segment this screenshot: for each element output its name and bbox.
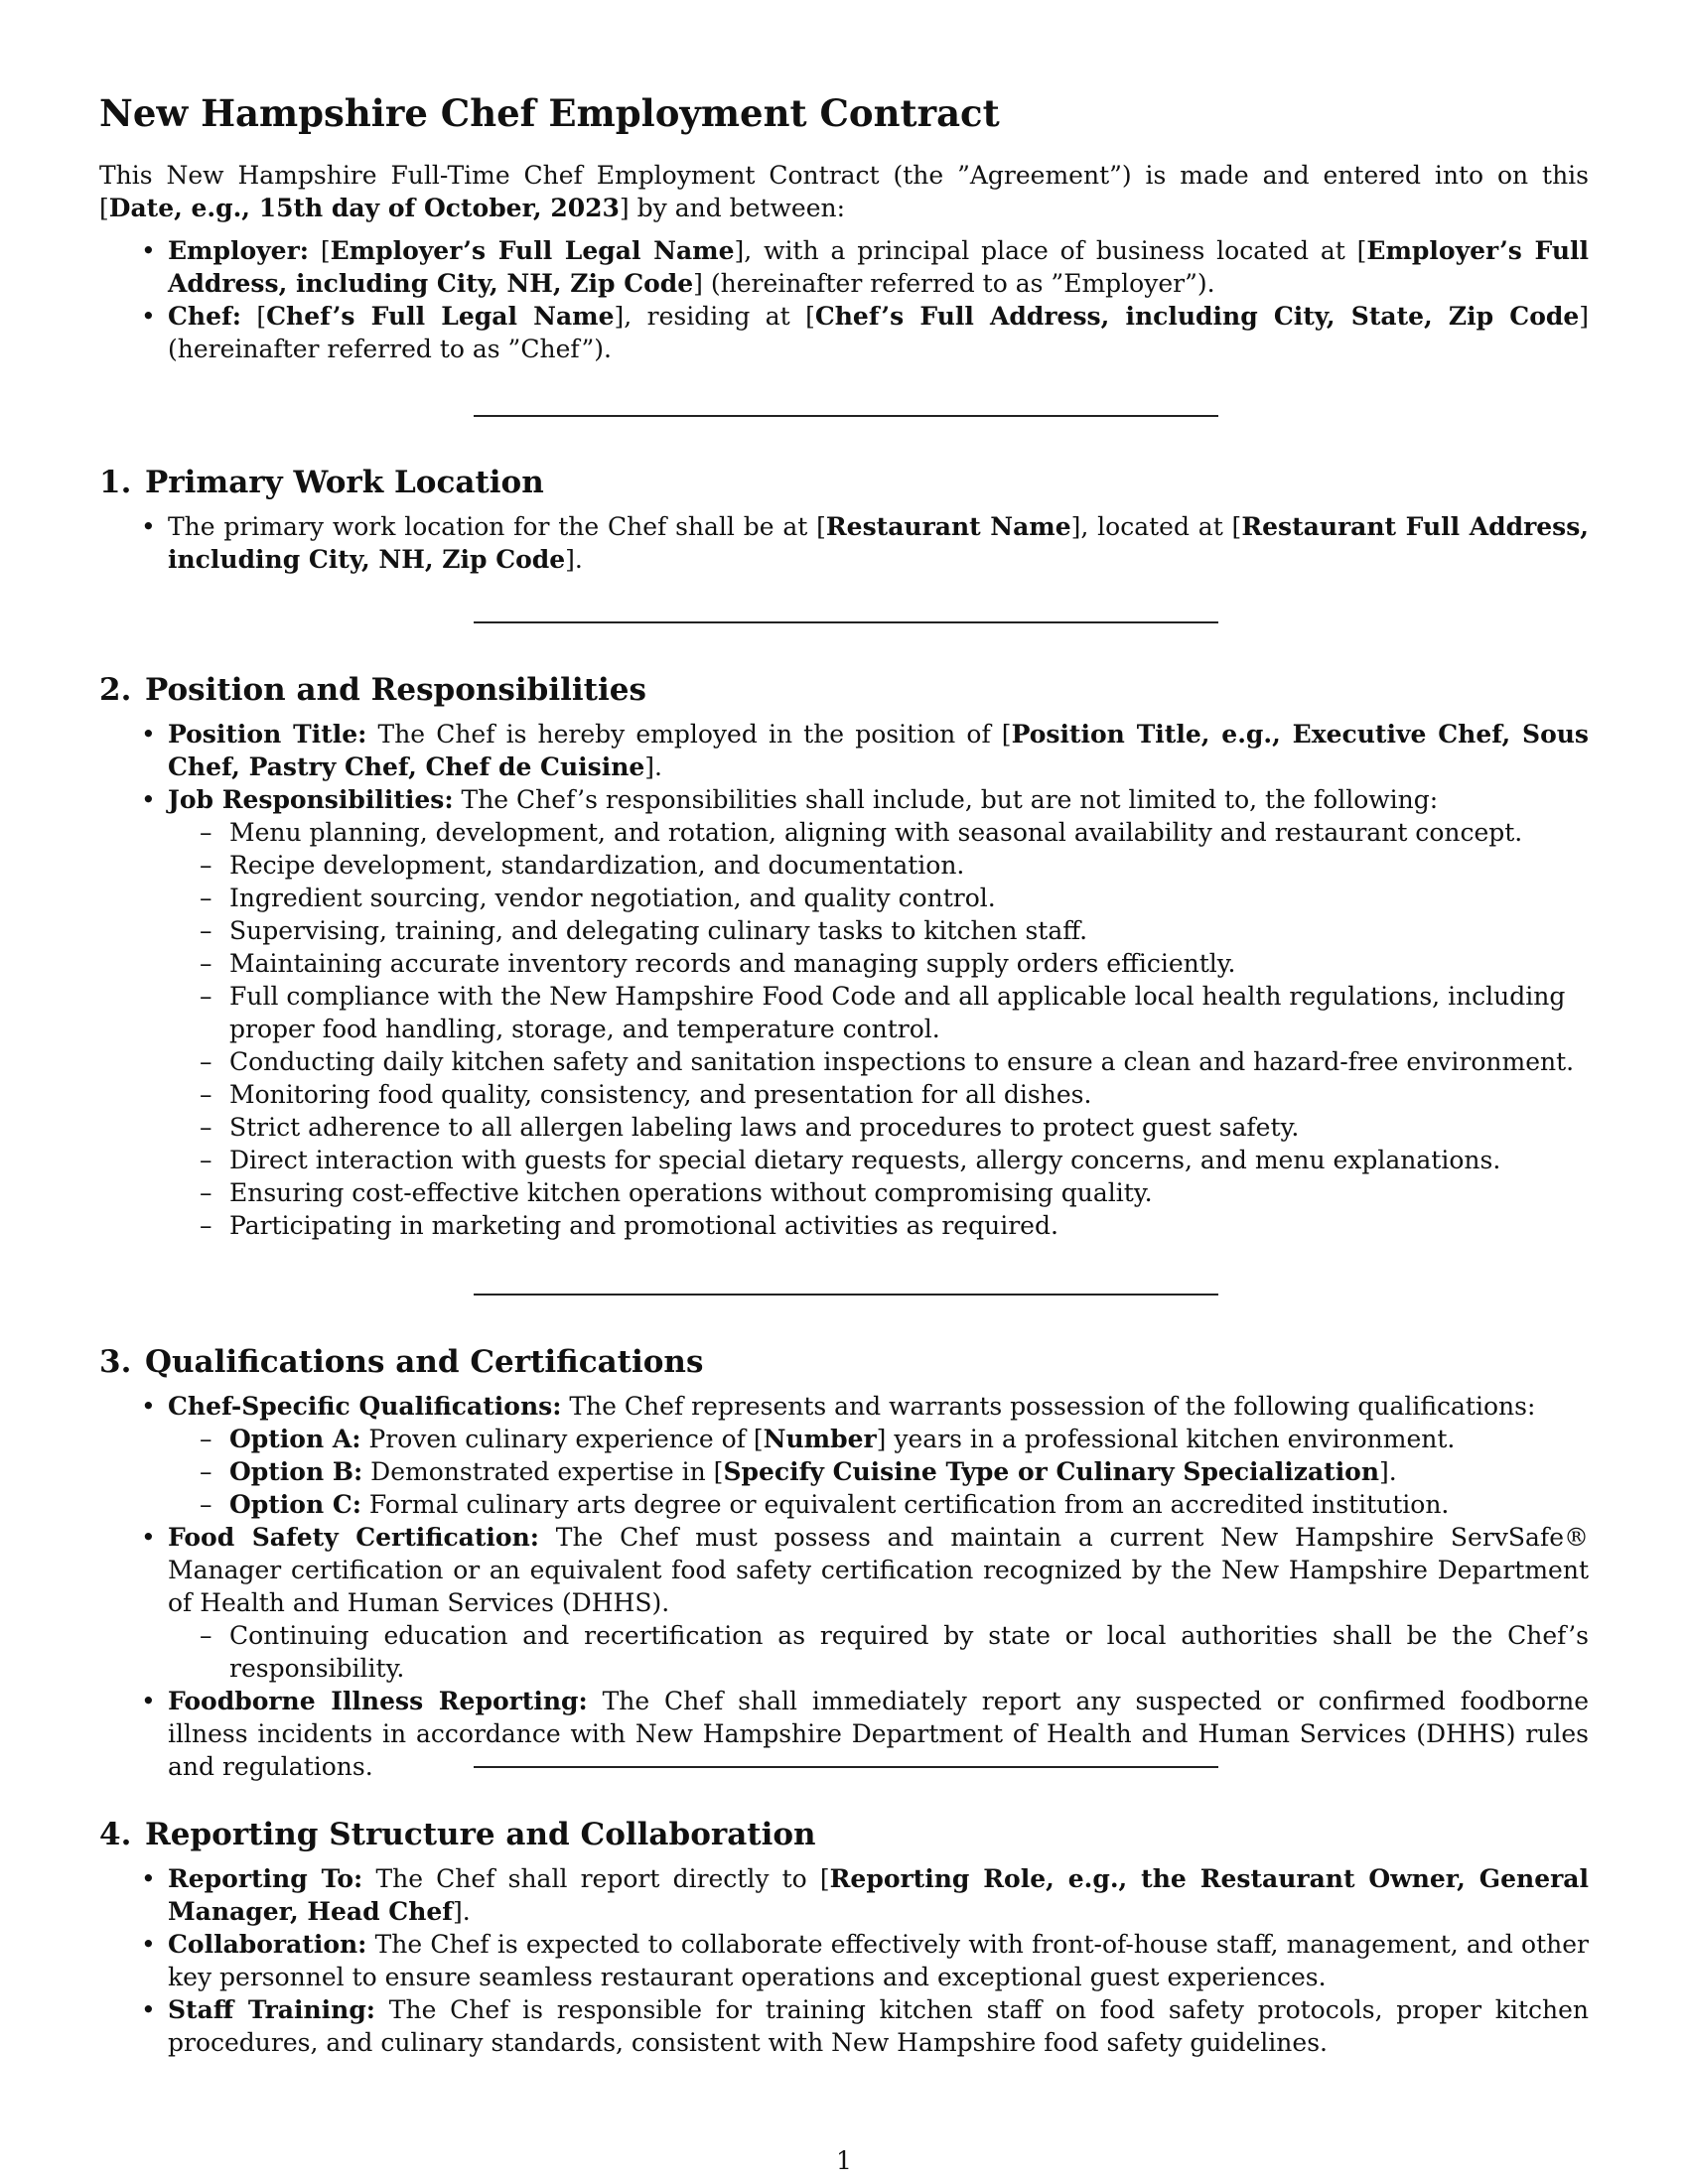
section-qualifications: [99, 1342, 1589, 1783]
list-item: – Continuing education and recertification as required by state or local authorities shall be the Chef’s responsibility.: [168, 1619, 1589, 1685]
list-item-option-a: – Option A: Proven culinary experience of [Number] years in a professional kitchen environment.: [168, 1423, 1589, 1455]
list-item-reporting-to: • Reporting To: The Chef shall report directly to [Reporting Role, e.g., the Restaurant Owner, General Manager, Head Chef].: [99, 1862, 1589, 1928]
divider-rule: [474, 1294, 1218, 1296]
cuisine-placeholder: Specify Cuisine Type or Culinary Specialization: [723, 1457, 1380, 1486]
list-item: – Direct interaction with guests for special dietary requests, allergy concerns, and menu explanations.: [168, 1144, 1589, 1176]
list-item: – Supervising, training, and delegating culinary tasks to kitchen staff.: [168, 914, 1589, 947]
list-item: – Participating in marketing and promotional activities as required.: [168, 1209, 1589, 1242]
employer-address-placeholder: Employer’s Full Address, including City, NH, Zip Code: [168, 236, 1589, 298]
employer-name-placeholder: Employer’s Full Legal Name: [330, 236, 735, 265]
list-item: – Ingredient sourcing, vendor negotiation, and quality control.: [168, 882, 1589, 914]
list-item-qualifications: • Chef-Specific Qualifications: The Chef represents and warrants possession of the following qualifications: – Option A: Proven culinary experience of [Number] years in a professional kitchen environment. – Option B: Demonstrated expertise in [Specify Cuisine Type or Culinary Specialization]. – Option C: Formal culinary arts degree or equivalent certification from an accredited institution.: [99, 1390, 1589, 1521]
divider-rule: [474, 415, 1218, 417]
list-item-option-c: – Option C: Formal culinary arts degree or equivalent certification from an accredited institution.: [168, 1488, 1589, 1521]
divider-rule: [474, 1766, 1218, 1768]
date-placeholder: Date, e.g., 15th day of October, 2023: [108, 194, 620, 222]
list-item-position-title: • Position Title: The Chef is hereby employed in the position of [Position Title, e.g., Executive Chef, Sous Chef, Pastry Chef, Chef de Cuisine].: [99, 718, 1589, 783]
list-item-option-b: – Option B: Demonstrated expertise in [Specify Cuisine Type or Culinary Specialization].: [168, 1455, 1589, 1488]
reporting-role-placeholder: Reporting Role, e.g., the Restaurant Owner, General Manager, Head Chef: [168, 1864, 1589, 1926]
list-item: – Ensuring cost-effective kitchen operations without compromising quality.: [168, 1176, 1589, 1209]
section-heading: 2. Position and Responsibilities: [99, 672, 646, 708]
restaurant-address-placeholder: Restaurant Full Address, including City, NH, Zip Code: [168, 512, 1590, 574]
parties-list: [99, 234, 1589, 365]
years-placeholder: Number: [763, 1425, 877, 1453]
divider-rule: [474, 621, 1218, 623]
list-item-illness-reporting: • Foodborne Illness Reporting: The Chef shall immediately report any suspected or confirmed foodborne illness incidents in accordance with New Hampshire Department of Health and Human Services (DHHS) rules and regulations.: [99, 1685, 1589, 1783]
document-page: [99, 0, 1589, 2184]
list-item: – Strict adherence to all allergen labeling laws and procedures to protect guest safety.: [168, 1111, 1589, 1144]
list-item-employer: • Employer: [Employer’s Full Legal Name], with a principal place of business located at [Employer’s Full Address, including City, NH, Zip Code] (hereinafter referred to as ”Employer”).: [99, 234, 1589, 300]
list-item-food-safety: • Food Safety Certification: The Chef must possess and maintain a current New Hampshire ServSafe® Manager certification or an equivalent food safety certification recognized by the New Hampshire Department of Health and Human Services (DHHS). – Continuing education and recertification as required by state or local authorities shall be the Chef’s responsibility.: [99, 1521, 1589, 1685]
list-item-job-responsibilities: • Job Responsibilities: The Chef’s responsibilities shall include, but are not limited to, the following: – Menu planning, development, and rotation, aligning with seasonal availability and restaurant concept. – Recipe development, standardization, and documentation. – Ingredient sourcing, vendor negotiation, and quality control. – Supervising, training, and delegating culinary tasks to kitchen staff. – Maintaining accurate inventory records and managing supply orders efficiently. – Full compliance with the New Hampshire Food Code and all applicable local health regulations, including proper food handling, storage, and temperature control. – Conducting daily kitchen safety and sanitation inspections to ensure a clean and hazard-free environment. – Monitoring food quality, consistency, and presentation for all dishes. – Strict adherence to all allergen labeling laws and procedures to protect guest safety. – Direct interaction with guests for special dietary requests, allergy concerns, and menu explanations. – Ensuring cost-effective kitchen operations without compromising quality. – Participating in marketing and promotional activities as required.: [99, 783, 1589, 1242]
list-item-chef: • Chef: [Chef’s Full Legal Name], residing at [Chef’s Full Address, including City, State, Zip Code] (hereinafter referred to as ”Chef”).: [99, 300, 1589, 365]
intro-block: [99, 159, 1589, 365]
section-position-responsibilities: [99, 670, 1589, 1242]
list-item: • The primary work location for the Chef shall be at [Restaurant Name], located at [Restaurant Full Address, including City, NH, Zip Code].: [99, 510, 1589, 576]
list-item: – Monitoring food quality, consistency, and presentation for all dishes.: [168, 1078, 1589, 1111]
chef-name-placeholder: Chef’s Full Legal Name: [266, 302, 615, 331]
section-reporting-structure: [99, 1815, 1589, 2059]
document-title: New Hampshire Chef Employment Contract: [99, 91, 1000, 135]
list-item: – Menu planning, development, and rotation, aligning with seasonal availability and restaurant concept.: [168, 816, 1589, 849]
list-item: – Conducting daily kitchen safety and sanitation inspections to ensure a clean and hazard-free environment.: [168, 1045, 1589, 1078]
responsibilities-list: [168, 816, 1589, 1242]
list-item-collaboration: • Collaboration: The Chef is expected to collaborate effectively with front-of-house staff, management, and other key personnel to ensure seamless restaurant operations and exceptional guest experiences.: [99, 1928, 1589, 1993]
section-heading: 4. Reporting Structure and Collaboration: [99, 1817, 816, 1852]
chef-address-placeholder: Chef’s Full Address, including City, State, Zip Code: [814, 302, 1580, 331]
page-number: 1: [836, 2146, 852, 2175]
list-item: – Maintaining accurate inventory records and managing supply orders efficiently.: [168, 947, 1589, 980]
section-heading: 3. Qualifications and Certifications: [99, 1344, 704, 1380]
list-item-staff-training: • Staff Training: The Chef is responsible for training kitchen staff on food safety protocols, proper kitchen procedures, and culinary standards, consistent with New Hampshire food safety guidelines.: [99, 1993, 1589, 2059]
restaurant-name-placeholder: Restaurant Name: [825, 512, 1071, 541]
intro-paragraph: This New Hampshire Full-Time Chef Employment Contract (the ”Agreement”) is made and entered into on this [Date, e.g., 15th day of October, 2023] by and between:: [99, 161, 1589, 222]
section-heading: 1. Primary Work Location: [99, 465, 544, 500]
list-item: – Recipe development, standardization, and documentation.: [168, 849, 1589, 882]
section-primary-work-location: [99, 463, 1589, 576]
list-item: – Full compliance with the New Hampshire Food Code and all applicable local health regulations, including proper food handling, storage, and temperature control.: [168, 980, 1589, 1045]
position-title-placeholder: Position Title, e.g., Executive Chef, Sous Chef, Pastry Chef, Chef de Cuisine: [168, 720, 1589, 781]
